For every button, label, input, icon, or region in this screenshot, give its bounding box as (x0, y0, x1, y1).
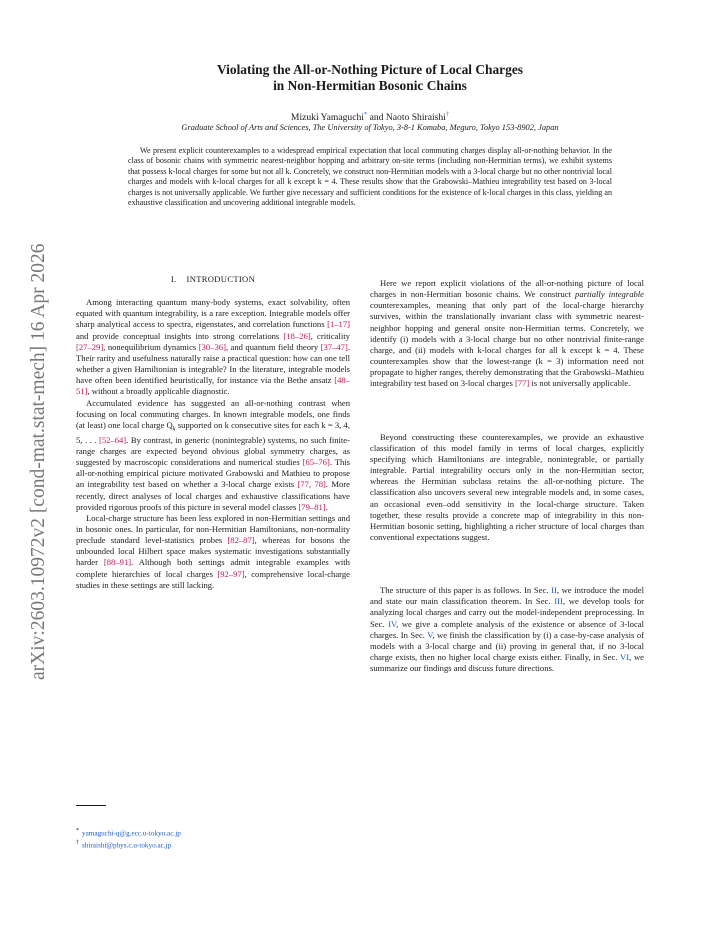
citation-link[interactable]: [18–26] (283, 330, 311, 341)
text-run: and provide conceptual insights into strong correlations (76, 330, 284, 341)
text-run: counterexamples, meaning that only part of the local-charge hierarchy survives, within the translationally invariant class with symmetric nearest-neighbor hopping and general onsite non-Hermitian terms. Concretely, we identify (i) models with a 3-local charge but no other nontrivial finite-range charge, and (ii) models with k-local charges for all k except k = 4. These counterexamples show that the lowest-range (k = 3) information need not propagate to higher ranges, thereby demonstrating that the Grabowski–Mathieu integrability test based on 3-local charges (370, 300, 644, 389)
citation-link[interactable]: [65–76] (302, 457, 330, 468)
citation-link[interactable]: [92–97] (217, 568, 245, 579)
text-run: . This all-or-nothing empirical picture motivated Grabowski and Mathieu to propose an integrability test based on whether a 3-local charge exists (76, 457, 350, 490)
section-ref-link[interactable]: II (551, 585, 557, 596)
text-run: supported on k consecutive sites for each k = 3, 4, 5, . . . (76, 419, 350, 445)
citation-link[interactable]: [1–17] (327, 319, 350, 330)
section-ref-link[interactable]: V (427, 629, 433, 640)
text-run: . (325, 501, 328, 512)
email-link[interactable]: shiraishi@phys.c.u-tokyo.ac.jp (82, 841, 172, 850)
title-line-1: Violating the All-or-Nothing Picture of Local Charges (217, 62, 523, 77)
footnote-mark: † (76, 840, 79, 847)
section-ref-link[interactable]: III (554, 596, 563, 607)
subscript-k: k (172, 425, 176, 433)
footnote-2 (76, 838, 350, 850)
citation-link[interactable]: [77] (514, 378, 530, 389)
text-run: , we summarize our findings and discuss future directions. (370, 652, 644, 674)
text-run: The structure of this paper is as follows. In Sec. (380, 585, 552, 596)
text-run: . By contrast, in generic (nonintegrable) systems, no such finite-range charges are expected beyond obvious global symmetry charges, as suggested by macroscopic considerations and numerical studies (76, 434, 350, 468)
citation-link[interactable]: [37–47] (320, 341, 348, 352)
section-ref-link[interactable]: VI (620, 652, 630, 663)
affiliation: Graduate School of Arts and Sciences, The University of Tokyo, 3-8-1 Komaba, Meguro, Tokyo 153-8902, Japan (181, 123, 559, 132)
author-1-footnote-mark[interactable]: * (363, 111, 368, 118)
text-run: . Their rarity and usefulness naturally raise a practical question: how can one tell whether a given Hamiltonian is integrable? In the literature, integrable models have often been identified heuristically, for instance via the Bethe ansatz (76, 341, 350, 386)
author-2-footnote-mark[interactable]: † (445, 111, 450, 118)
text-run: Accumulated evidence has suggested an all-or-nothing contrast when focusing on local commuting charges. In known integrable models, one finds (at least) one local charge Q (76, 397, 350, 430)
email-link[interactable]: yamaguchi-q@g.ecc.u-tokyo.ac.jp (82, 829, 181, 838)
abstract (128, 146, 612, 209)
paragraph-gap (370, 543, 644, 585)
intro-paragraph-4 (370, 278, 644, 390)
section-ref-link[interactable]: IV (388, 618, 397, 629)
author-2-name: Naoto Shiraishi (385, 112, 446, 124)
intro-paragraph-3 (76, 513, 350, 591)
intro-paragraph-2 (76, 398, 350, 513)
author-1-name: Mizuki Yamaguchi (290, 112, 364, 124)
text-run: , we develop tools for analyzing local charges and carry out the model-independent preprocessing. In Sec. (370, 596, 644, 629)
text-run: , we finish the classification by (i) a case-by-case analysis of models with a 3-local charge and (ii) proving in general that, if no 3-local charge exists, then no higher local charge exists either. Finally, in Sec. (370, 629, 644, 663)
text-run: Local-charge structure has been less explored in non-Hermitian settings and in bosonic ones. In particular, for non-Hermitian Hamiltonians, non-normality preclude standard level-statistics probes (76, 512, 350, 546)
intro-paragraph-5: Beyond constructing these counterexamples, we provide an exhaustive classification of this model family in terms of local charges, explicitly specifying which Hamiltonians are integrable, nonintegrable, or partially integrable. Partial integrability occurs only in the non-Hermitian sector, whereas the Hermitian subclass retains the all-or-nothing picture. The classification also uncovers several new integrable models and, in some cases, an occasional even–odd sensitivity in the local-charge structure. Taken together, these results provide a concrete map of integrability in this non-Hermitian bosonic setting, highlighting a richer structure of local charges than conventional expectations suggest. (370, 431, 644, 542)
footnote-1 (76, 826, 350, 838)
paper-title (90, 62, 650, 94)
text-run: , whereas for bosons the unbounded local Hilbert space makes systematic investigations substantially harder (76, 535, 350, 568)
citation-link[interactable]: [27–29] (76, 341, 104, 352)
author-separator: and (367, 112, 386, 124)
text-run: . Although both settings admit integrable examples with complete hierarchies of local charges (76, 557, 350, 579)
citation-link[interactable]: [79–81] (298, 501, 326, 512)
citation-link[interactable]: [77, 78] (297, 479, 326, 490)
title-line-2: in Non-Hermitian Bosonic Chains (273, 78, 467, 93)
arxiv-identifier-text: arXiv:2603.10972v2 [cond-mat.stat-mech] 16 Apr 2026 (28, 243, 49, 680)
footnotes (76, 826, 350, 851)
text-run: , we give a complete analysis of the existence or absence of 3-local charges. In Sec. (370, 618, 644, 640)
text-run: Among interacting quantum many-body systems, exact solvability, often equated with quantum integrability, is a rare exception. Integrable models offer sharp analytical access to spectra, eigenstates, and correlation functions (76, 297, 350, 330)
text-run: , and quantum field theory (225, 341, 321, 352)
intro-paragraph-1 (76, 297, 350, 397)
arxiv-identifier-stamp (14, 190, 54, 690)
citation-link[interactable]: [30–36] (198, 341, 226, 352)
citation-link[interactable]: [88–91] (103, 557, 132, 568)
text-run: Here we report explicit violations of the all-or-nothing picture of local charges in non-Hermitian bosonic chains. We construct (370, 278, 644, 300)
text-run: , comprehensive local-charge studies in these settings are still lacking. (76, 568, 350, 590)
text-run: . More recently, direct analyses of local charges and exhaustive classifications have provided rigorous proofs of this picture in several model classes (76, 479, 350, 512)
left-column (76, 274, 350, 591)
text-run: is not universally applicable. (529, 378, 631, 389)
section-heading-introduction (76, 274, 350, 285)
citation-link[interactable]: [82–87] (227, 535, 255, 546)
text-run: , without a broadly applicable diagnostic. (87, 386, 230, 397)
section-title: INTRODUCTION (186, 274, 256, 284)
right-column (370, 278, 644, 674)
intro-paragraph-6 (370, 585, 644, 674)
section-number: I. (170, 274, 177, 284)
text-run: , we introduce the model and state our main classification theorem. In Sec. (370, 585, 644, 607)
footnote-divider (76, 805, 106, 806)
text-run: , criticality (310, 330, 350, 341)
citation-link[interactable]: [52–64] (98, 434, 127, 445)
paragraph-gap (370, 390, 644, 432)
emphasis-text: partially integrable (575, 289, 644, 300)
abstract-text: We present explicit counterexamples to a widespread empirical expectation that local commuting charges display all-or-nothing behavior. In the class of bosonic chains with symmetric nearest-neighbor hopping and arbitrary on-site terms (including non-Hermitian terms), we exhibit systems that possess k-local charges for some but not all k. Concretely, we construct non-Hermitian models with a 3-local charge but no other nontrivial local charges and models with k-local charges for all k except k = 4. These results show that the Grabowski–Mathieu integrability test based on 3-local charges is not universally applicable. We further give necessary and sufficient conditions for the existence of k-local charges in this class, yielding an exhaustive classification and uncovering additional integrable models. (128, 146, 612, 208)
citation-link[interactable]: [48–51] (76, 375, 350, 397)
text-run: , nonequilibrium dynamics (103, 341, 199, 352)
footnote-mark: * (76, 828, 79, 834)
